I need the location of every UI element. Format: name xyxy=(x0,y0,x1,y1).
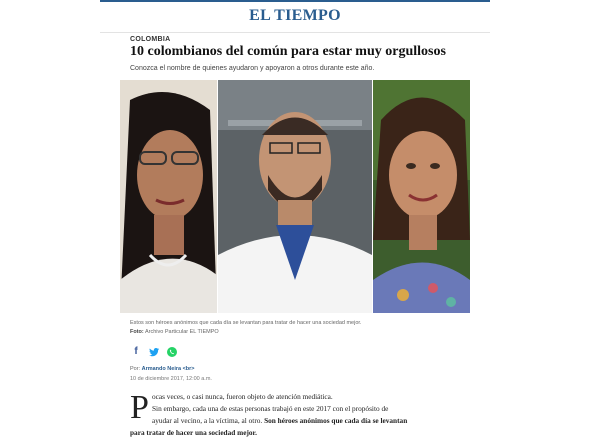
credit-label: Foto: xyxy=(130,329,144,335)
masthead xyxy=(100,0,490,33)
photo-woman-left xyxy=(120,80,217,313)
body-bold: Son héroes anónimos que cada día se levantan xyxy=(264,416,408,425)
body-line xyxy=(152,415,407,426)
photo-caption: Estos son héroes anónimos que cada día se levantan para tratar de hacer una sociedad mejor. xyxy=(130,320,362,326)
article-title: 10 colombianos del común para estar muy orgullosos xyxy=(130,44,446,59)
body-line: Sin embargo, cada una de estas personas trabajó en este 2017 con el propósito de xyxy=(152,404,389,413)
photo-credit xyxy=(130,329,219,335)
byline-label: Por: xyxy=(130,366,141,372)
whatsapp-icon[interactable] xyxy=(166,346,178,358)
facebook-icon[interactable]: f xyxy=(134,346,138,357)
article-photo xyxy=(120,80,470,313)
publish-date: 10 de diciembre 2017, 12:00 a.m. xyxy=(130,376,212,382)
drop-cap: P xyxy=(130,389,149,426)
photo-woman-right xyxy=(373,80,470,313)
credit-value: Archivo Particular EL TIEMPO xyxy=(144,329,219,335)
section-label[interactable]: COLOMBIA xyxy=(130,36,171,43)
article-subtitle: Conozca el nombre de quienes ayudaron y apoyaron a otros durante este año. xyxy=(130,65,375,72)
author-link[interactable]: Armando Neira <br> xyxy=(141,366,195,372)
article-page xyxy=(100,0,490,443)
body-line: ocas veces, o casi nunca, fueron objeto de atención mediática. xyxy=(152,392,333,401)
body-bold-line: para tratar de hacer una sociedad mejor. xyxy=(130,428,257,437)
photo-man-center xyxy=(218,80,372,313)
byline xyxy=(130,366,195,372)
site-logo[interactable]: EL TIEMPO xyxy=(249,7,341,24)
twitter-icon[interactable] xyxy=(148,346,160,358)
body-text: ayudar al vecino, a la víctima, al otro. xyxy=(152,416,263,425)
